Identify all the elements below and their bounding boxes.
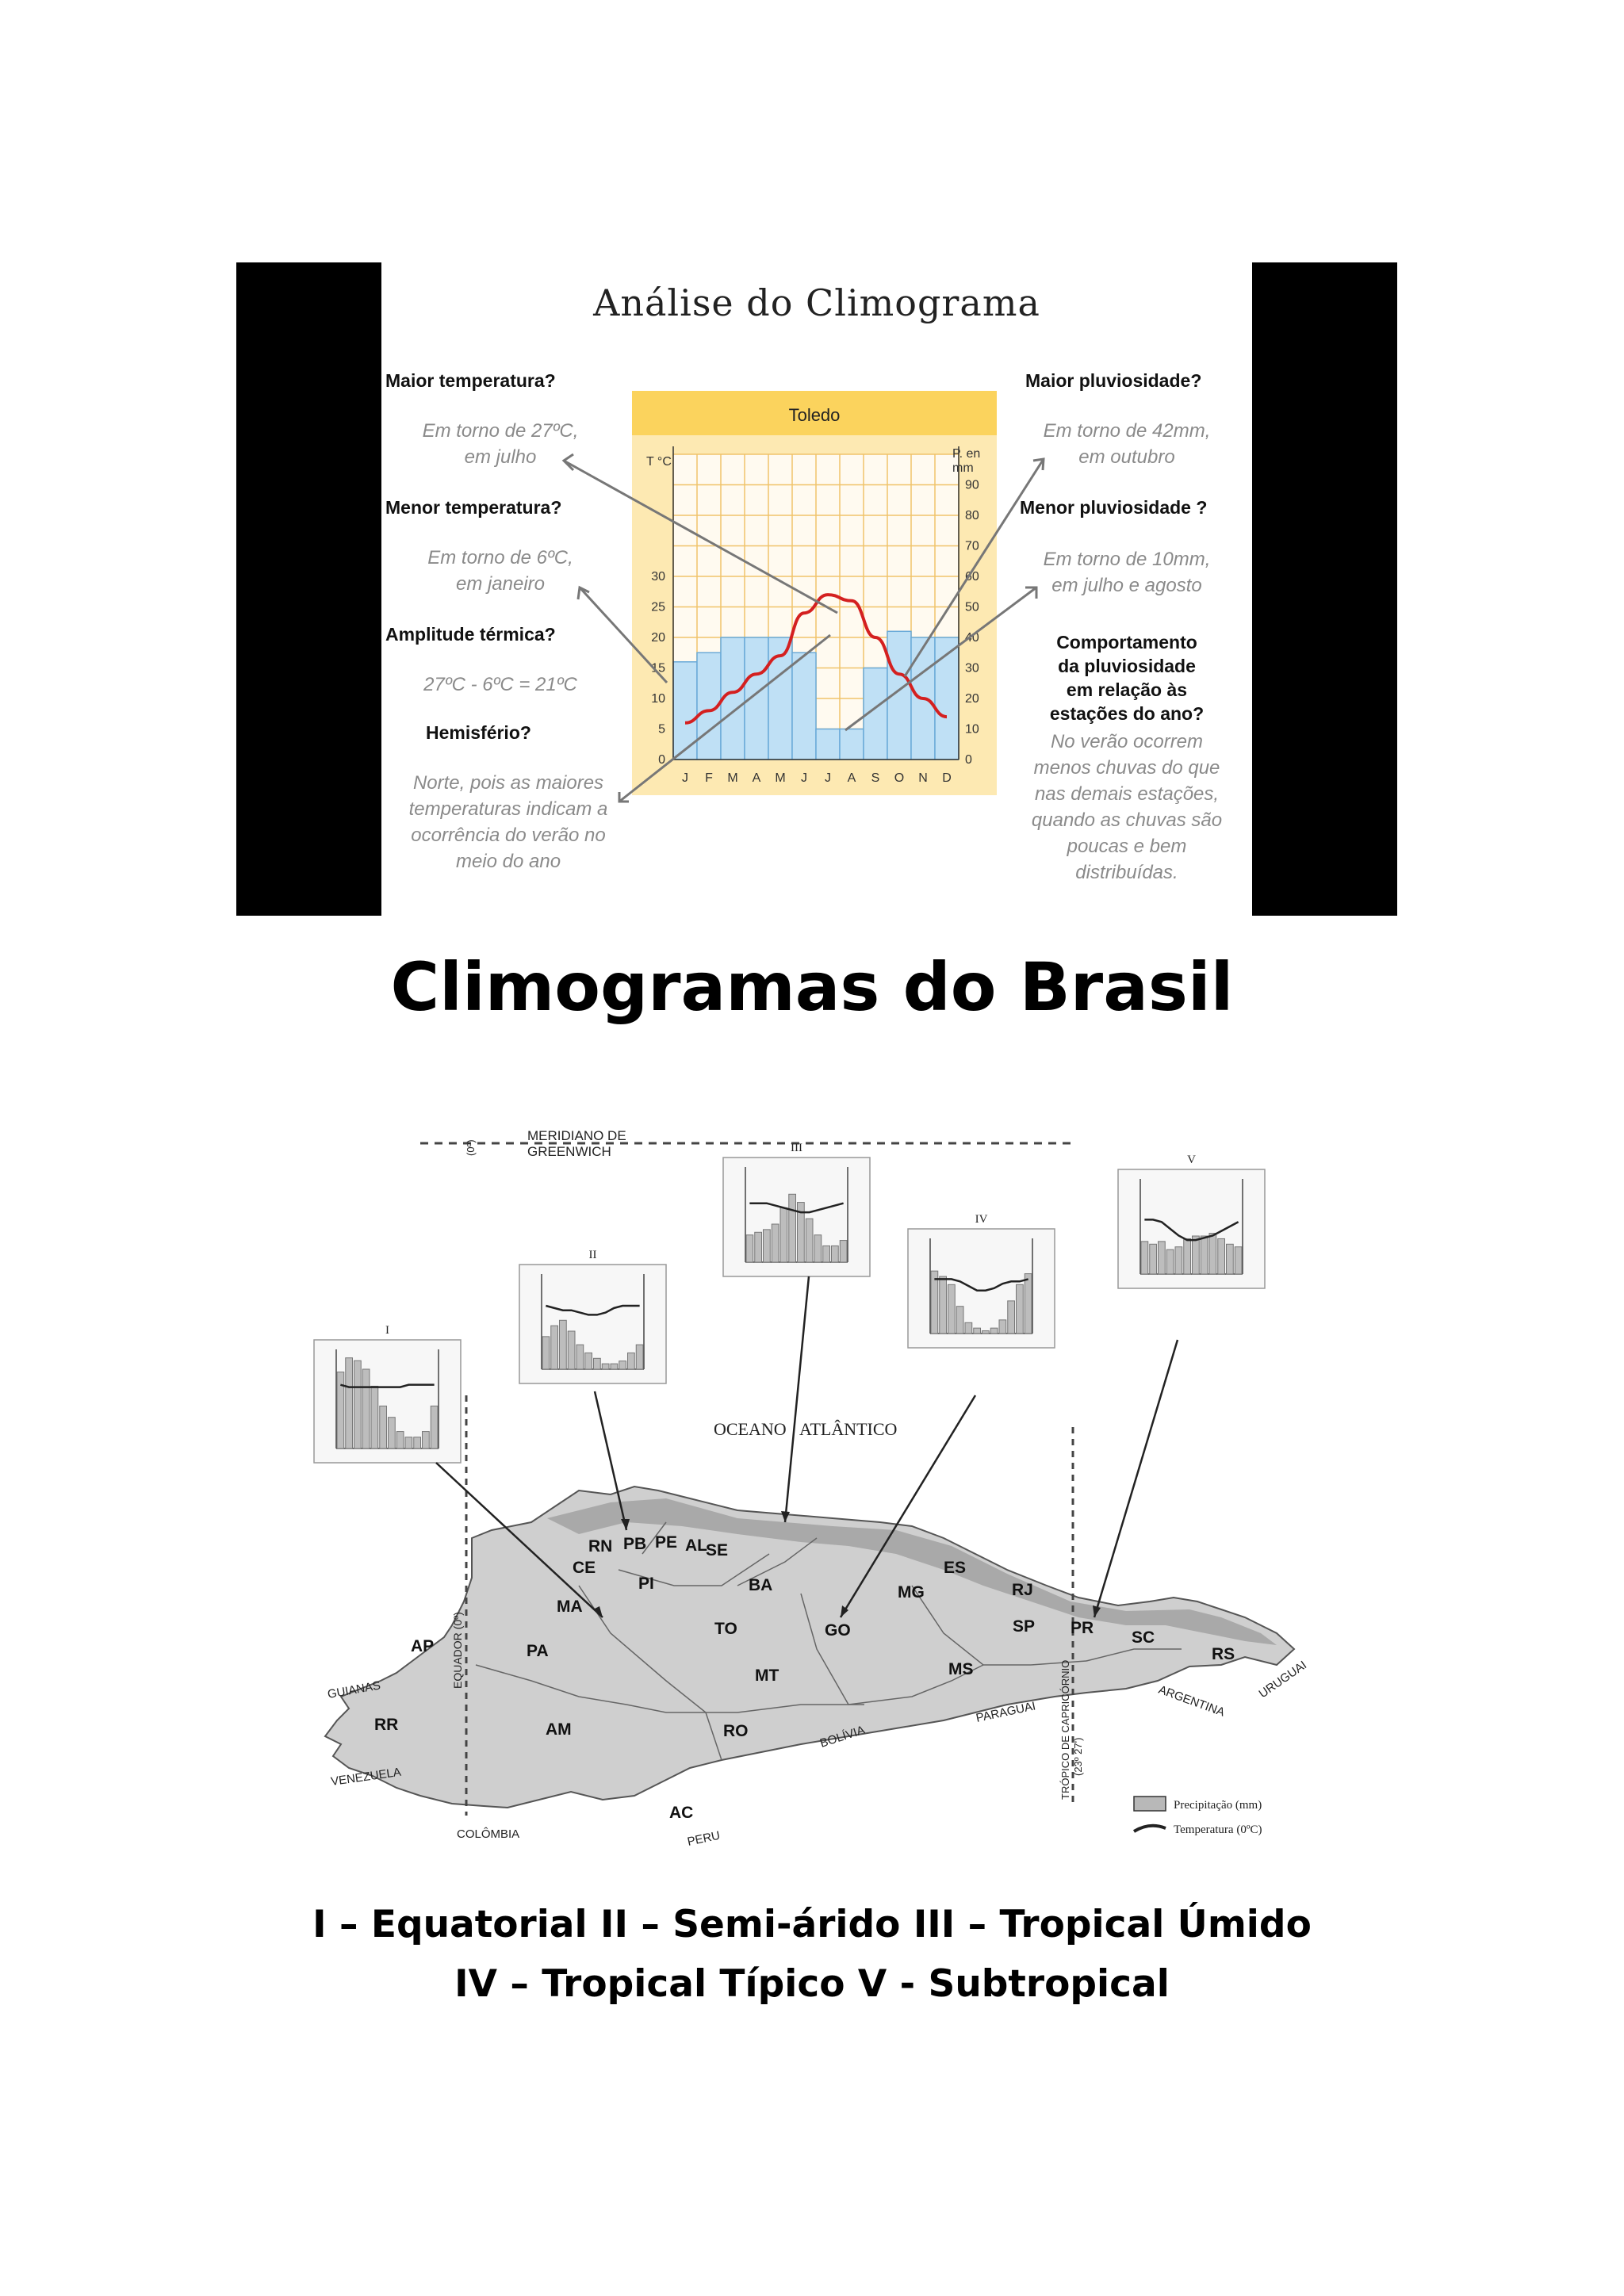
- x-tick: M: [775, 771, 786, 785]
- climograph-bar: [1159, 1242, 1166, 1274]
- slide-title: Análise do Climograma: [593, 281, 1040, 324]
- y-right-tick: 50: [965, 600, 979, 614]
- climograph-bar: [999, 1320, 1006, 1334]
- climograph-bar: [931, 1271, 938, 1334]
- climograph-bar: [362, 1369, 370, 1448]
- state-label-sp: SP: [1013, 1617, 1036, 1636]
- x-tick: S: [871, 771, 880, 785]
- climograph-bar: [1184, 1238, 1191, 1274]
- question-hemisphere: Hemisfério?: [426, 722, 531, 743]
- x-tick: F: [705, 771, 713, 785]
- climograph-bar: [542, 1337, 550, 1369]
- question-amplitude: Amplitude térmica?: [385, 624, 556, 645]
- question-line: Comportamento: [1056, 632, 1197, 652]
- climograph-II: [519, 1249, 666, 1383]
- state-label-ba: BA: [749, 1576, 773, 1594]
- climograph-bar: [840, 1241, 847, 1262]
- answer-line: No verão ocorrem: [1050, 731, 1204, 752]
- y-right-tick: 60: [965, 570, 979, 584]
- climograph-bar: [1166, 1249, 1174, 1274]
- meridian-degree: (0º): [465, 1139, 477, 1156]
- climograph-bar: [823, 1246, 830, 1262]
- state-label-se: SE: [706, 1541, 729, 1559]
- y-left-tick: 10: [651, 692, 665, 706]
- answer-line: Norte, pois as maiores: [412, 772, 604, 794]
- answer-line: Em torno de 10mm,: [1043, 549, 1211, 570]
- y-left-label: T °C: [646, 455, 672, 469]
- arrow-hemisphere: [619, 635, 830, 802]
- question-line: em relação às: [1066, 679, 1188, 700]
- y-right-tick: 40: [965, 631, 979, 645]
- country-label: COLÔMBIA: [457, 1827, 520, 1841]
- brazil-climate-map: [293, 1078, 1332, 1863]
- climogram-slide: [236, 262, 1397, 916]
- answer-line: Em torno de 42mm,: [1043, 420, 1211, 442]
- climograph-label: IV: [975, 1213, 988, 1226]
- x-tick: A: [752, 771, 761, 785]
- answer-line: em julho e agosto: [1051, 575, 1202, 596]
- answer-line: em janeiro: [455, 573, 546, 595]
- y-left-tick: 0: [658, 753, 665, 767]
- state-label-ms: MS: [948, 1660, 974, 1678]
- annotation-arrows: [381, 262, 1252, 916]
- answer-line: distribuídas.: [1075, 862, 1178, 883]
- legend-temp-label: Temperatura (0ºC): [1174, 1823, 1262, 1836]
- slide-content: [381, 262, 1252, 916]
- arrow-min-rain: [845, 587, 1036, 730]
- answer-line: Em torno de 6ºC,: [427, 547, 573, 568]
- arrow-max-temp: [564, 461, 837, 613]
- y-right-tick: 0: [965, 753, 972, 767]
- state-label-pe: PE: [655, 1533, 678, 1552]
- climographs: [314, 1142, 1265, 1463]
- arrow-max-rain: [905, 459, 1044, 676]
- climograph-bar: [789, 1194, 796, 1262]
- country-label: PARAGUAI: [975, 1699, 1037, 1725]
- climograph-bar: [990, 1328, 998, 1334]
- climograph-bar: [764, 1230, 771, 1262]
- climograph-bar: [940, 1276, 947, 1334]
- pointer-V: [1094, 1340, 1178, 1617]
- answer-line: poucas e bem: [1067, 836, 1187, 857]
- climograph-bar: [814, 1235, 822, 1262]
- climograph-bar: [948, 1284, 956, 1334]
- x-tick: D: [942, 771, 952, 785]
- state-label-al: AL: [685, 1536, 707, 1555]
- climograph-bar: [1218, 1238, 1225, 1274]
- climograph-bar: [602, 1364, 609, 1369]
- climograph-bar: [628, 1353, 635, 1369]
- climograph-bar: [389, 1418, 396, 1448]
- climograph-bar: [1227, 1244, 1234, 1274]
- climograph-I: [314, 1324, 461, 1463]
- question-min-temp: Menor temperatura?: [385, 497, 562, 518]
- climograph-bar: [551, 1326, 558, 1369]
- question-line: estações do ano?: [1049, 703, 1205, 724]
- climograph-bar: [405, 1437, 412, 1448]
- y-right-tick: 10: [965, 722, 979, 737]
- climograph-V: [1118, 1154, 1265, 1288]
- climograph-bar: [974, 1328, 981, 1334]
- state-label-rn: RN: [588, 1537, 613, 1556]
- climograph-label: V: [1187, 1154, 1196, 1166]
- state-label-pb: PB: [623, 1535, 647, 1553]
- y-left-tick: 20: [651, 631, 665, 645]
- state-label-sc: SC: [1132, 1628, 1155, 1647]
- state-label-mt: MT: [755, 1667, 779, 1685]
- climograph-bar: [636, 1345, 643, 1369]
- climograph-bar: [619, 1361, 626, 1369]
- state-label-pr: PR: [1071, 1619, 1094, 1637]
- y-left-tick: 5: [658, 722, 665, 737]
- state-label-rs: RS: [1212, 1645, 1235, 1663]
- answer-line: em julho: [464, 446, 537, 468]
- climograph-bar: [594, 1358, 601, 1369]
- country-label: PERU: [686, 1828, 722, 1849]
- state-label-pi: PI: [638, 1575, 654, 1593]
- arrow-min-temp: [580, 587, 667, 683]
- pointer-III: [785, 1276, 809, 1522]
- x-tick: O: [894, 771, 905, 785]
- x-tick: N: [918, 771, 928, 785]
- climograph-bar: [772, 1224, 779, 1262]
- page-title: Climogramas do Brasil: [390, 948, 1234, 1026]
- tropic-label: TRÓPICO DE CAPRICÓRNIO: [1059, 1659, 1071, 1800]
- equator-label: EQUADOR (0º): [451, 1612, 464, 1689]
- climograph-bar: [1175, 1247, 1182, 1274]
- state-label-ap: AP: [411, 1637, 435, 1655]
- climograph-bar: [423, 1432, 430, 1448]
- climograph-bar: [1209, 1234, 1216, 1274]
- chart-title: Toledo: [788, 405, 841, 425]
- climograph-IV: [908, 1213, 1055, 1348]
- state-label-es: ES: [944, 1559, 967, 1577]
- x-tick: J: [825, 771, 831, 785]
- legend-precip-label: Precipitação (mm): [1174, 1799, 1262, 1812]
- climograph-bar: [1150, 1244, 1157, 1274]
- y-left-tick: 25: [651, 600, 665, 614]
- climograph-bar: [1025, 1274, 1032, 1334]
- answer-line: menos chuvas do que: [1033, 757, 1220, 779]
- map-legend: [1134, 1797, 1262, 1836]
- y-right-tick: 20: [965, 692, 979, 706]
- meridian-label: MERIDIANO DE: [527, 1128, 626, 1143]
- climograph-label: III: [791, 1142, 802, 1154]
- ocean-label: OCEANO: [714, 1419, 787, 1439]
- x-tick: J: [801, 771, 807, 785]
- answer-line: temperaturas indicam a: [408, 798, 608, 820]
- state-label-rr: RR: [374, 1716, 399, 1734]
- answer-line: nas demais estações,: [1034, 783, 1220, 805]
- state-label-ro: RO: [723, 1722, 749, 1740]
- country-label: GUIANAS: [326, 1678, 382, 1701]
- y-left-tick: 30: [651, 570, 665, 584]
- caption-line-2: IV – Tropical Típico V - Subtropical: [454, 1962, 1170, 2006]
- legend-precip-swatch: [1134, 1797, 1166, 1811]
- climograph-bar: [965, 1322, 972, 1334]
- climograph-bar: [1017, 1284, 1024, 1334]
- state-label-go: GO: [825, 1621, 851, 1640]
- climograph-bar: [1141, 1242, 1148, 1274]
- question-max-rain: Maior pluviosidade?: [1025, 370, 1202, 391]
- answer-line: meio do ano: [455, 851, 561, 872]
- climograph-bar: [354, 1360, 362, 1448]
- climograph-bar: [982, 1331, 990, 1334]
- state-label-pa: PA: [527, 1642, 549, 1660]
- climograph-bar: [755, 1232, 762, 1262]
- state-label-ce: CE: [573, 1559, 596, 1577]
- x-tick: A: [847, 771, 856, 785]
- climograph-bar: [560, 1320, 567, 1369]
- country-label: ARGENTINA: [1156, 1682, 1227, 1720]
- answer-line: Em torno de 27ºC,: [422, 420, 579, 442]
- y-right-label: mm: [952, 461, 974, 475]
- legend-temp-swatch: [1134, 1826, 1166, 1831]
- climograph-label: II: [588, 1249, 597, 1261]
- climograph-bar: [396, 1432, 404, 1448]
- climograph-bar: [1235, 1247, 1242, 1274]
- answer-line: quando as chuvas são: [1031, 809, 1223, 831]
- x-tick: J: [682, 771, 688, 785]
- climograph-bar: [380, 1406, 387, 1448]
- climograph-bar: [568, 1331, 575, 1369]
- climograph-bar: [956, 1307, 963, 1334]
- answer-line: em outubro: [1078, 446, 1175, 468]
- ocean-label: ATLÂNTICO: [799, 1419, 898, 1439]
- y-left-tick: 15: [651, 661, 665, 675]
- answer-line: ocorrência do verão no: [411, 825, 606, 846]
- country-label: VENEZUELA: [330, 1765, 402, 1789]
- climograph-bar: [1201, 1236, 1208, 1274]
- x-tick: M: [727, 771, 738, 785]
- climograph-III: [723, 1142, 870, 1276]
- state-label-am: AM: [546, 1720, 572, 1739]
- answer-amplitude: 27ºC - 6ºC = 21ºC: [423, 674, 577, 695]
- climograph-bar: [576, 1345, 584, 1369]
- state-label-rj: RJ: [1012, 1581, 1033, 1599]
- climograph-bar: [431, 1406, 438, 1448]
- climograph-bar: [806, 1219, 813, 1262]
- state-label-ac: AC: [669, 1804, 694, 1822]
- climograph-bar: [832, 1246, 839, 1262]
- climograph-bar: [337, 1372, 344, 1448]
- climograph-bar: [1193, 1236, 1200, 1274]
- climograph-bar: [346, 1358, 353, 1448]
- y-right-tick: 90: [965, 478, 979, 492]
- country-label: URUGUAI: [1256, 1658, 1309, 1701]
- climograph-bar: [611, 1364, 618, 1369]
- climograph-bar: [585, 1353, 592, 1369]
- y-right-tick: 80: [965, 509, 979, 522]
- state-label-ma: MA: [557, 1598, 583, 1616]
- y-right-tick: 70: [965, 539, 979, 553]
- climograph-bar: [414, 1437, 421, 1448]
- caption-line-1: I – Equatorial II – Semi-árido III – Tropical Úmido: [312, 1903, 1312, 1946]
- climograph-bar: [371, 1386, 378, 1448]
- climograph-bar: [780, 1207, 787, 1262]
- question-line: da pluviosidade: [1058, 656, 1196, 676]
- tropic-label: (23º 27'): [1072, 1737, 1084, 1776]
- country-label: BOLÍVIA: [818, 1723, 867, 1751]
- y-right-tick: 30: [965, 661, 979, 675]
- climograph-bar: [746, 1235, 753, 1262]
- state-label-mg: MG: [898, 1583, 925, 1601]
- climograph-bar: [1008, 1301, 1015, 1334]
- y-right-label: P. en: [952, 447, 981, 461]
- question-min-rain: Menor pluviosidade ?: [1020, 497, 1208, 518]
- meridian-label: GREENWICH: [527, 1144, 611, 1159]
- state-label-to: TO: [714, 1620, 737, 1638]
- climograph-label: I: [385, 1324, 389, 1337]
- question-max-temp: Maior temperatura?: [385, 370, 556, 391]
